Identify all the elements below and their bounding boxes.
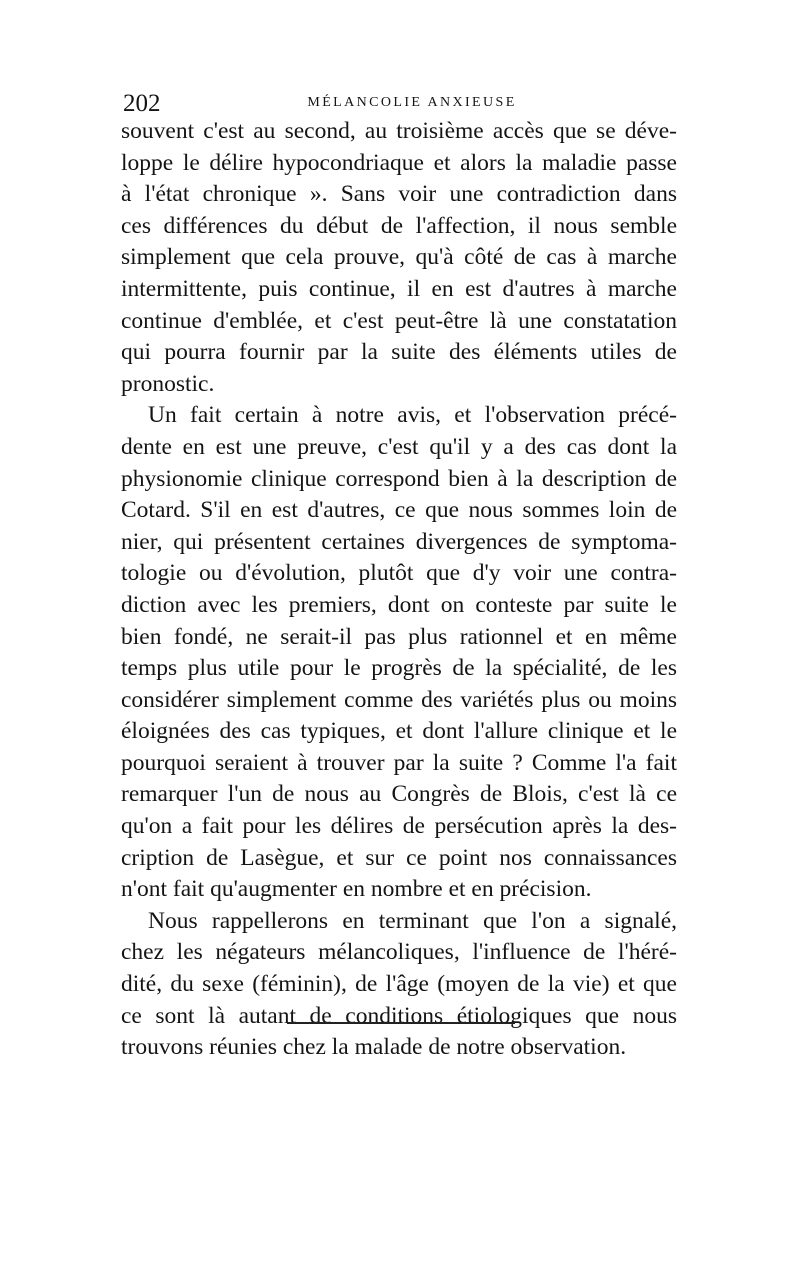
text-line: qu'on a fait pour les délires de persécution après la des- [121, 813, 677, 840]
text-line: Cotard. S'il en est d'autres, ce que nous sommes loin de [121, 497, 677, 524]
text-line: loppe le délire hypocondriaque et alors la maladie passe [121, 149, 677, 176]
text-line: continue d'emblée, et c'est peut-être là une constatation [121, 307, 677, 334]
text-line: chez les négateurs mélancoliques, l'influence de l'héré- [121, 939, 677, 966]
text-line: qui pourra fournir par la suite des éléments utiles de [121, 339, 677, 366]
text-line: trouvons réunies chez la malade de notre observation. [121, 1034, 627, 1061]
text-line: à l'état chronique ». Sans voir une contradiction dans [121, 181, 677, 208]
text-line: ce sont là autant de conditions étiologiques que nous [121, 1002, 677, 1029]
text-line: nier, qui présentent certaines divergences de symptoma- [121, 528, 677, 555]
text-line: intermittente, puis continue, il en est d'autres à marche [121, 275, 677, 302]
text-line: tologie ou d'évolution, plutôt que d'y voir une contra- [121, 560, 677, 587]
text-line: considérer simplement comme des variétés plus ou moins [121, 686, 677, 713]
page-number: 202 [123, 90, 161, 117]
text-line: ces différences du début de l'affection, il nous semble [121, 212, 677, 239]
text-line: simplement que cela prouve, qu'à côté de cas à marche [121, 244, 677, 271]
text-line: dente en est une preuve, c'est qu'il y a des cas dont la [121, 433, 677, 460]
text-line: diction avec les premiers, dont on conteste par suite le [121, 591, 677, 618]
paragraph-first-line: Nous rappellerons en terminant que l'on a signalé, [148, 907, 677, 934]
body-text [121, 116, 677, 1064]
text-line: cription de Lasègue, et sur ce point nos connaissances [121, 844, 677, 871]
text-line: temps plus utile pour le progrès de la spécialité, de les [121, 655, 677, 682]
text-line: physionomie clinique correspond bien à la description de [121, 465, 677, 492]
text-line: n'ont fait qu'augmenter en nombre et en précision. [121, 876, 592, 903]
running-title: MÉLANCOLIE ANXIEUSE [307, 95, 517, 110]
section-end-rule [287, 1022, 515, 1024]
text-line: éloignées des cas typiques, et dont l'allure clinique et le [121, 718, 677, 745]
text-line: pronostic. [121, 370, 215, 397]
text-line: bien fondé, ne serait-il pas plus rationnel et en même [121, 623, 677, 650]
paragraph-first-line: Un fait certain à notre avis, et l'observation précé- [148, 402, 677, 429]
text-line: pourquoi seraient à trouver par la suite ? Comme l'a fait [121, 749, 677, 776]
text-line: dité, du sexe (féminin), de l'âge (moyen de la vie) et que [121, 971, 677, 998]
text-line: remarquer l'un de nous au Congrès de Blois, c'est là ce [121, 781, 677, 808]
text-line: souvent c'est au second, au troisième accès que se déve- [121, 118, 677, 144]
